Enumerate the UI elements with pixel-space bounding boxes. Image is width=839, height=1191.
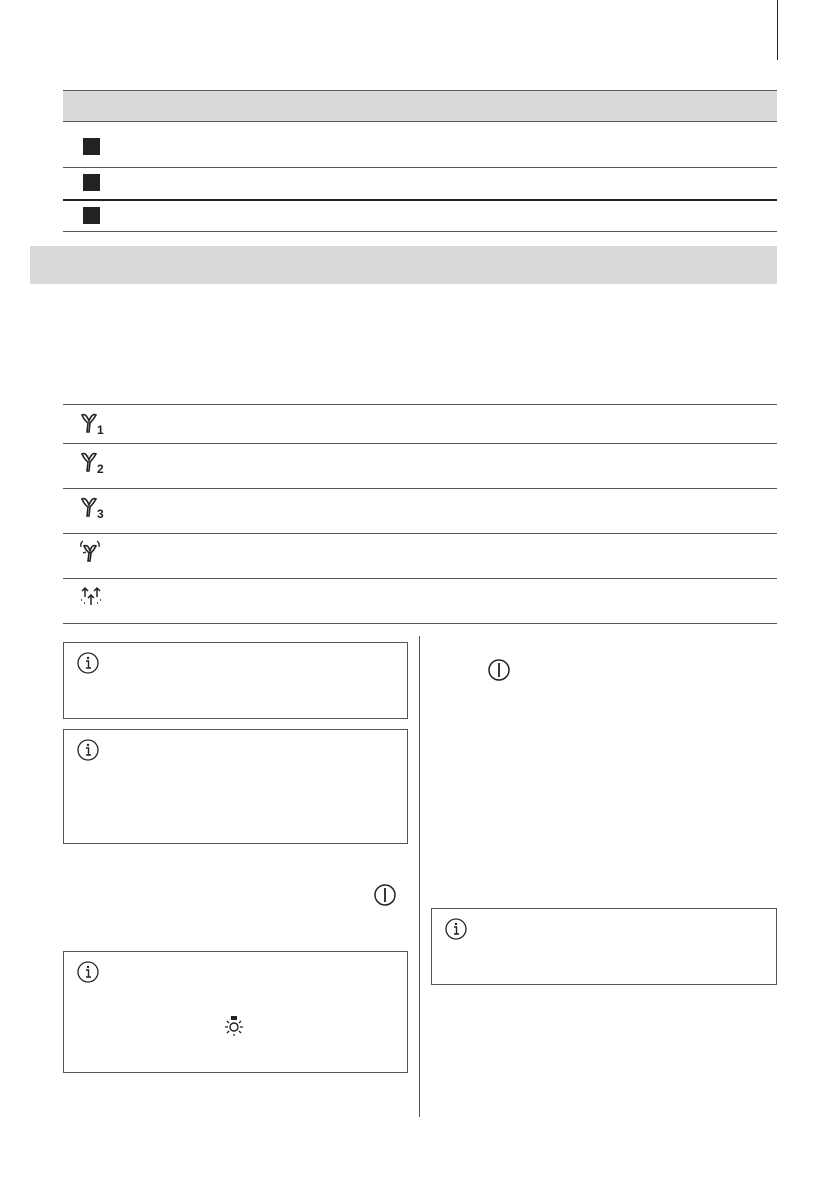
breeze-icon: [79, 584, 107, 612]
info-note: [63, 951, 408, 1073]
square-icon: [83, 138, 100, 155]
info-note: [431, 908, 777, 985]
info-icon: [76, 651, 100, 675]
info-note: [63, 729, 408, 844]
table-row: [63, 489, 777, 534]
power-icon: [372, 882, 398, 908]
fan-speed-1-icon: [79, 410, 107, 438]
table-row: [63, 168, 777, 201]
light-icon: [222, 1014, 246, 1038]
fan-boost-icon: [79, 539, 107, 567]
info-note: [63, 642, 408, 719]
info-icon: [76, 960, 100, 984]
fan-speed-2-icon: [79, 449, 107, 477]
markers-table: [63, 90, 777, 232]
info-icon: [76, 738, 100, 762]
fan-level-label: 2: [97, 462, 104, 476]
table-row: [63, 122, 777, 168]
square-icon: [83, 207, 100, 224]
fan-speed-3-icon: [79, 494, 107, 522]
fan-level-label: 1: [97, 423, 104, 437]
info-icon: [444, 917, 468, 941]
markers-table-header: [63, 90, 777, 122]
table-row: [63, 201, 777, 232]
table-row: [63, 579, 777, 624]
fan-level-label: 3: [97, 507, 104, 521]
power-icon: [486, 657, 512, 683]
table-row: [63, 534, 777, 579]
table-row: [63, 405, 777, 444]
section-heading-bar: [30, 246, 777, 284]
table-row: [63, 444, 777, 489]
crop-mark: [777, 0, 778, 60]
fan-speed-table: [63, 404, 777, 624]
column-divider: [419, 636, 420, 1117]
square-icon: [83, 174, 100, 191]
